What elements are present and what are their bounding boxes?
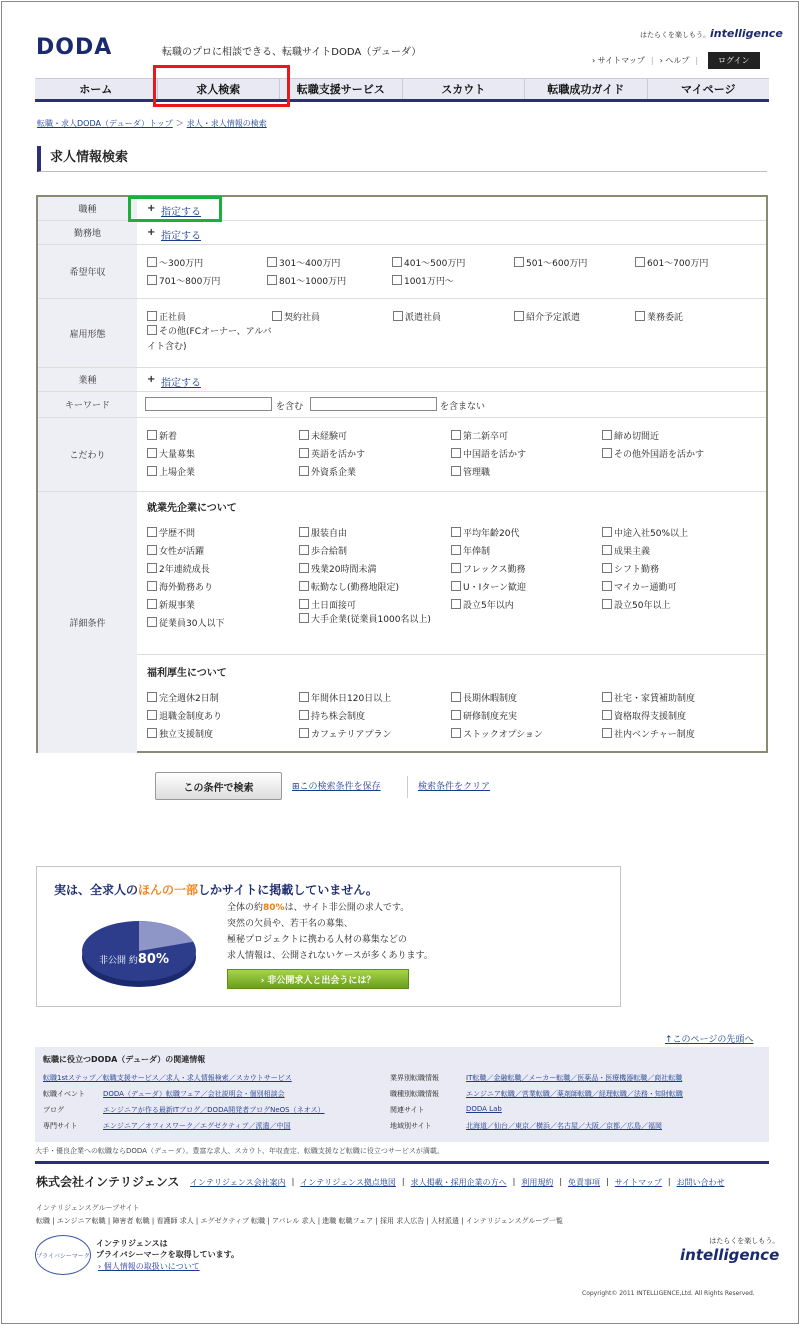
label-kinmuchi: 勤務地 — [38, 221, 137, 244]
label-kodawari: こだわり — [38, 418, 137, 491]
keyword-include-label: を含む — [276, 402, 304, 412]
nav-scout[interactable]: スカウト — [403, 79, 526, 99]
checkbox-koyou[interactable]: 契約社員 — [272, 310, 320, 323]
checkbox-kodawari[interactable]: その他外国語を活かす — [602, 447, 704, 460]
label-nenshu: 希望年収 — [38, 245, 137, 298]
label-keyword: キーワード — [38, 392, 137, 417]
subhead-company: 就業先企業について — [147, 503, 237, 514]
pie-value: 80% — [137, 952, 169, 967]
back-to-top-link[interactable]: ↑このページの先頭へ — [665, 1035, 754, 1045]
checkbox-koyou[interactable]: 業務委託 — [635, 310, 683, 323]
row-shousai — [38, 492, 766, 753]
promo-line-2: 突然の欠員や、若干名の募集、 — [227, 919, 353, 929]
checkbox-nenshu[interactable]: 301～400万円 — [267, 256, 340, 269]
checkbox-detail[interactable]: 中途入社50%以上 — [602, 526, 688, 539]
promo-line-3: 極秘プロジェクトに携わる人材の募集などの — [227, 935, 407, 945]
save-search-label: この検索条件を保存 — [299, 782, 381, 792]
related-right-links[interactable]: 北海道／仙台／東京／横浜／名古屋／大阪／京都／広島／福岡 — [466, 1122, 662, 1130]
checkbox-detail[interactable]: 従業員30人以下 — [147, 616, 224, 629]
promo-heading-a: 実は、全求人の — [54, 883, 139, 897]
sitemap-link[interactable]: › サイトマップ — [592, 56, 645, 65]
promo-line-1a: 全体の約 — [227, 903, 264, 913]
related-left-links[interactable]: エンジニア／オフィスワーク／エグゼクティブ／派遣／中国 — [103, 1122, 291, 1130]
breadcrumb-separator: ＞ — [175, 119, 184, 128]
related-right-links[interactable]: IT転職／金融転職／メーカー転職／医薬品・医療機器転職／商社転職 — [466, 1074, 683, 1082]
promo-line-1b: は、サイト非公開の求人です。 — [284, 903, 410, 913]
divider — [407, 776, 408, 798]
checkbox-welfare[interactable]: カフェテリアプラン — [299, 727, 392, 740]
footer-links — [190, 1177, 725, 1188]
divider: | — [650, 56, 654, 65]
footer-link-sitemap[interactable]: サイトマップ — [614, 1178, 662, 1187]
checkbox-detail[interactable]: シフト勤務 — [602, 562, 659, 575]
keyword-exclude-input[interactable] — [310, 397, 437, 411]
checkbox-kodawari[interactable]: 中国語を活かす — [451, 447, 526, 460]
promo-line-1 — [227, 900, 433, 916]
copyright: Copyright© 2011 INTELLIGENCE,Ltd. All Rights Reserved. — [582, 1290, 755, 1297]
checkbox-welfare[interactable]: ストックオプション — [451, 727, 543, 740]
promo-line-1-highlight: 80% — [263, 903, 285, 913]
related-right-label: 業界別転職情報 — [390, 1074, 439, 1082]
privacy-mark-logo: プライバシーマーク — [35, 1235, 91, 1275]
footer-link-company[interactable]: インテリジェンス会社案内 — [190, 1178, 286, 1187]
checkbox-kodawari[interactable]: 外資系企業 — [299, 465, 356, 478]
checkbox-koyou[interactable]: 紹介予定派遣 — [514, 310, 580, 323]
hidden-jobs-promo — [36, 866, 621, 1007]
privacy-policy-link[interactable]: › 個人情報の取扱いについて — [98, 1262, 200, 1271]
divider — [137, 654, 766, 655]
divider: | — [606, 1177, 609, 1186]
checkbox-kodawari[interactable]: 第二新卒可 — [451, 429, 508, 442]
utility-links — [592, 52, 760, 69]
nav-mypage[interactable]: マイページ — [680, 83, 736, 96]
related-left-label: 転職イベント — [43, 1090, 85, 1098]
global-nav — [35, 78, 769, 102]
promo-line-4: 求人情報は、公開されないケースが多くあります。 — [227, 951, 433, 961]
divider: | — [291, 1177, 295, 1186]
checkbox-detail[interactable]: フレックス勤務 — [451, 562, 525, 575]
hidden-jobs-pie-chart — [79, 913, 199, 993]
pie-label-text: 非公開 約 — [99, 956, 138, 966]
search-form — [36, 195, 768, 753]
checkbox-detail[interactable]: 平均年齢20代 — [451, 526, 519, 539]
checkbox-detail[interactable]: 設立5年以内 — [451, 598, 514, 611]
divider: | — [667, 1177, 671, 1186]
nav-support-service[interactable]: 転職支援サービス — [280, 79, 403, 99]
company-name: 株式会社インテリジェンス — [36, 1175, 180, 1189]
checkbox-detail[interactable]: 年俸制 — [451, 544, 490, 557]
page-title: 求人情報検索 — [37, 146, 767, 172]
related-info-panel — [35, 1047, 769, 1142]
checkbox-detail[interactable]: 成果主義 — [602, 544, 650, 557]
checkbox-welfare[interactable]: 研修制度充実 — [451, 709, 517, 722]
checkbox-welfare[interactable]: 持ち株会制度 — [299, 709, 365, 722]
checkbox-welfare[interactable]: 資格取得支援制度 — [602, 709, 686, 722]
related-right-label: 職種別転職情報 — [390, 1090, 439, 1098]
divider: | — [695, 56, 699, 65]
plus-icon: + — [147, 227, 156, 238]
label-koyou: 雇用形態 — [38, 299, 137, 367]
checkbox-detail[interactable]: 転勤なし(勤務地限定) — [299, 580, 399, 593]
checkbox-nenshu[interactable]: 701～800万円 — [147, 274, 220, 287]
related-left-links[interactable]: エンジニアが作る最新ITブログ／DODA開発者ブログNeOS（ネオス） — [103, 1106, 325, 1114]
related-left-label: ブログ — [43, 1106, 64, 1114]
privacy-mark-text — [96, 1238, 239, 1260]
doda-logo[interactable]: DODA — [36, 35, 113, 60]
nav-success-guide[interactable]: 転職成功ガイド — [525, 79, 648, 99]
related-left-label: 専門サイト — [43, 1122, 78, 1130]
checkbox-welfare[interactable]: 退職金制度あり — [147, 709, 222, 722]
nav-job-search[interactable]: 求人検索 — [158, 79, 281, 99]
specify-shokushu-link[interactable]: 指定する — [161, 207, 201, 218]
footer-slogan: はたらくを楽しもう。 — [709, 1237, 780, 1245]
checkbox-detail[interactable]: 服装自由 — [299, 526, 347, 539]
privacy-mark-line-2: プライバシーマークを取得しています。 — [96, 1250, 239, 1259]
subhead-welfare: 福利厚生について — [147, 668, 227, 679]
save-icon: ⊞ — [292, 782, 300, 792]
related-right-links[interactable]: DODA Lab — [466, 1105, 502, 1113]
promo-heading-b: しかサイトに掲載していません。 — [198, 883, 378, 897]
checkbox-kodawari[interactable]: 管理職 — [451, 465, 490, 478]
checkbox-nenshu[interactable]: 401～500万円 — [392, 256, 465, 269]
checkbox-kodawari[interactable]: 上場企業 — [147, 465, 195, 478]
search-button[interactable]: この条件で検索 — [155, 772, 282, 800]
checkbox-nenshu[interactable]: 601～700万円 — [635, 256, 708, 269]
footer-link-terms[interactable]: 利用規約 — [521, 1178, 554, 1187]
help-link[interactable]: › ヘルプ — [659, 56, 690, 65]
checkbox-koyou[interactable]: その他(FCオーナー、アルバイト含む) — [147, 325, 277, 355]
checkbox-nenshu[interactable]: 1001万円～ — [392, 274, 454, 287]
promo-heading-highlight: ほんの一部 — [138, 883, 199, 897]
site-tagline: 転職のプロに相談できる、転職サイトDODA（デューダ） — [162, 47, 422, 58]
checkbox-kodawari[interactable]: 未経験可 — [299, 429, 347, 442]
footer-link-recruit[interactable]: 求人掲載・採用企業の方へ — [410, 1178, 507, 1187]
checkbox-welfare[interactable]: 独立支援制度 — [147, 727, 213, 740]
row-gyoushu — [38, 368, 766, 392]
group-site-title: インテリジェンスグループサイト — [36, 1204, 140, 1212]
checkbox-detail[interactable]: 新規事業 — [147, 598, 195, 611]
footer-link-map[interactable]: インテリジェンス拠点地図 — [300, 1178, 396, 1187]
checkbox-welfare[interactable]: 社宅・家賃補助制度 — [602, 691, 695, 704]
checkbox-welfare[interactable]: 完全週休2日制 — [147, 691, 219, 704]
footer-brand: intelligence — [680, 1246, 780, 1264]
row-kinmuchi — [38, 221, 766, 245]
save-search-link[interactable] — [292, 779, 381, 792]
promo-heading — [54, 881, 378, 898]
intelligence-logo[interactable]: intelligence — [710, 27, 783, 40]
related-right-label: 関連サイト — [390, 1106, 425, 1114]
plus-icon: + — [147, 203, 156, 214]
divider: | — [559, 1177, 563, 1186]
breadcrumb — [37, 118, 267, 129]
page-frame — [1, 1, 799, 1324]
label-shousai: 詳細条件 — [38, 492, 137, 753]
nav-home[interactable]: ホーム — [35, 79, 158, 99]
brand-slogan: はたらくを楽しもう。 — [640, 31, 710, 39]
checkbox-detail[interactable]: 土日面接可 — [299, 598, 356, 611]
intelligence-footer-logo[interactable] — [680, 1236, 779, 1264]
hidden-jobs-button[interactable]: › 非公開求人と出会うには？ — [227, 969, 409, 989]
checkbox-detail[interactable]: 設立50年以上 — [602, 598, 670, 611]
related-left-links[interactable]: 転職1stステップ／転職支援サービス／求人・求人情報検索／スカウトサービス — [43, 1074, 292, 1082]
highlight-box-green — [128, 196, 222, 222]
related-left-links[interactable]: DODA（デューダ）転職フェア／会社説明会・個別相談会 — [103, 1090, 285, 1098]
checkbox-detail[interactable]: 女性が活躍 — [147, 544, 204, 557]
row-nenshu — [38, 245, 766, 299]
checkbox-kodawari[interactable]: 新着 — [147, 429, 177, 442]
checkbox-welfare[interactable]: 社内ベンチャー制度 — [602, 727, 695, 740]
specify-kinmuchi-link[interactable]: 指定する — [161, 231, 201, 242]
checkbox-welfare[interactable]: 長期休暇制度 — [451, 691, 517, 704]
label-shokushu: 職種 — [38, 197, 137, 220]
checkbox-detail[interactable]: U・Iターン歓迎 — [451, 580, 526, 593]
breadcrumb-current[interactable]: 求人・求人情報の検索 — [186, 119, 267, 128]
checkbox-nenshu[interactable]: 501～600万円 — [514, 256, 587, 269]
keyword-exclude-label: を含まない — [440, 402, 486, 412]
row-keyword — [38, 392, 766, 418]
related-right-label: 地域別サイト — [390, 1122, 432, 1130]
checkbox-detail[interactable]: 学歴不問 — [147, 526, 195, 539]
checkbox-detail[interactable]: 海外勤務あり — [147, 580, 213, 593]
checkbox-detail[interactable]: マイカー通勤可 — [602, 580, 677, 593]
checkbox-kodawari[interactable]: 大量募集 — [147, 447, 195, 460]
breadcrumb-top-link[interactable]: 転職・求人DODA（デューダ）トップ — [37, 119, 173, 128]
related-title: 転職に役立つDODA（デューダ）の関連情報 — [43, 1055, 206, 1064]
footer-rule — [35, 1161, 769, 1164]
checkbox-detail[interactable]: 2年連続成長 — [147, 562, 210, 575]
clear-search-link[interactable]: 検索条件をクリア — [418, 782, 491, 792]
label-gyoushu: 業種 — [38, 368, 137, 391]
checkbox-welfare[interactable]: 年間休日120日以上 — [299, 691, 391, 704]
promo-description — [227, 900, 433, 964]
specify-gyoushu-link[interactable]: 指定する — [161, 378, 201, 389]
plus-icon: + — [147, 374, 156, 385]
checkbox-nenshu[interactable]: ～300万円 — [147, 256, 203, 269]
divider: | — [512, 1177, 516, 1186]
group-site-links[interactable]: 転職 | エンジニア転職 | 障害者 転職 | 看護師 求人 | エグゼクティブ 転職 | アパレル 求人 | 進職 転職フェア | 採用 求人広告 | 人材派遣 | インテリジェンスグループ一覧 — [36, 1217, 563, 1225]
divider: | — [401, 1177, 405, 1186]
checkbox-koyou[interactable]: 正社員 — [147, 310, 186, 323]
footer-link-disclaimer[interactable]: 免責事項 — [568, 1178, 601, 1187]
privacy-mark-line-1: インテリジェンスは — [96, 1239, 168, 1248]
row-koyou — [38, 299, 766, 368]
login-button[interactable]: ログイン — [708, 52, 760, 69]
keyword-include-input[interactable] — [145, 397, 272, 411]
footer-link-contact[interactable]: お問い合わせ — [676, 1178, 725, 1187]
checkbox-detail[interactable]: 歩合給制 — [299, 544, 347, 557]
checkbox-detail[interactable]: 大手企業(従業員1000名以上) — [299, 613, 444, 628]
row-kodawari — [38, 418, 766, 492]
footer-note: 大手・優良企業への転職ならDODA（デューダ）。豊富な求人、スカウト、年収査定、転職支援など転職に役立つサービスが満載。 — [35, 1147, 444, 1155]
checkbox-kodawari[interactable]: 英語を活かす — [299, 447, 365, 460]
related-right-links[interactable]: エンジニア転職／営業転職／薬剤師転職／経理転職／法務・知財転職 — [466, 1090, 683, 1098]
checkbox-kodawari[interactable]: 締め切間近 — [602, 429, 659, 442]
checkbox-koyou[interactable]: 派遣社員 — [393, 310, 441, 323]
checkbox-nenshu[interactable]: 801～1000万円 — [267, 274, 346, 287]
highlight-box-red — [153, 65, 290, 107]
checkbox-detail[interactable]: 残業20時間未満 — [299, 562, 376, 575]
